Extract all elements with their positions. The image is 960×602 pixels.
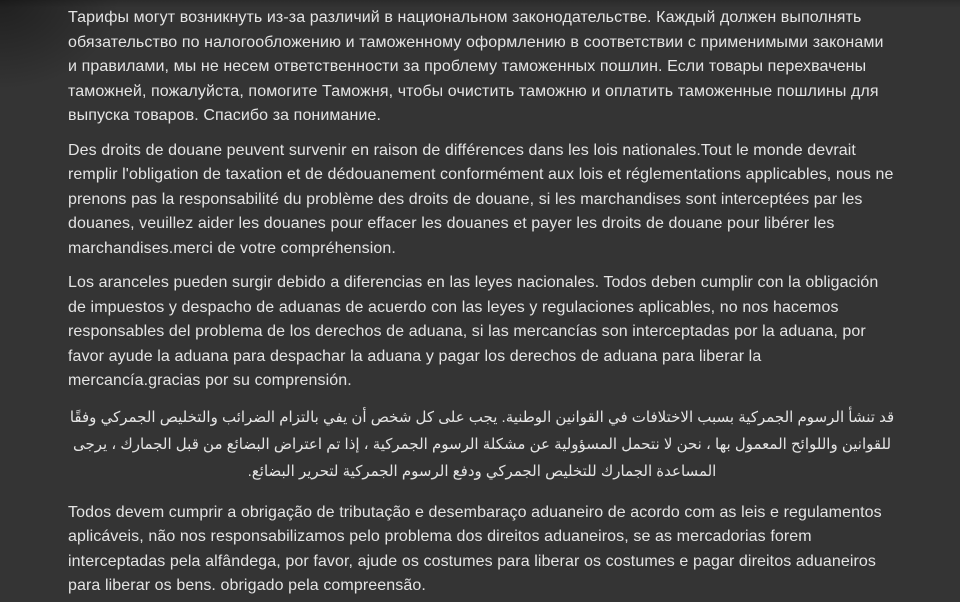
disclaimer-paragraph-arabic: قد تنشأ الرسوم الجمركية بسبب الاختلافات في القوانين الوطنية. يجب على كل شخص أن يفي بالتزام الضرائب والتخليص الجمركي وفقًا للقوانين واللوائح المعمول بها ، نحن لا نتحمل المسؤولية عن مشكلة الرسوم الجمركية ، إذا تم اعتراض البضائع من قبل الجمارك ، يرجى المساعدة الجمارك للتخليص الجمركي ودفع الرسوم الجمركية لتحرير البضائع. <box>69 408 895 480</box>
disclaimer-paragraph-spanish: Los aranceles pueden surgir debido a diferencias en las leyes nacionales. Todos deben cumplir con la obligación de impuestos y despacho de aduanas de acuerdo con las leyes y regulaciones aplicables, no nos hacemos responsables del problema de los derechos de aduana, si las mercancías son interceptadas por la aduana, por favor ayude la aduana para despachar la aduana y pagar los derechos de aduana para liberar la mercancía.gracias por su comprensión. <box>68 274 879 389</box>
disclaimer-paragraph-french: Des droits de douane peuvent survenir en raison de différences dans les lois nationales.Tout le monde devrait remplir l'obligation de taxation et de dédouanement conformément aux lois et réglementations applicables, nous ne prenons pas la responsabilité du problème des droits de douane, si les marchandises sont interceptées par les douanes, veuillez aider les douanes pour effacer les douanes et payer les droits de douane pour libérer les marchandises.merci de votre compréhension. <box>68 141 894 257</box>
disclaimer-paragraph-portuguese: Todos devem cumprir a obrigação de tributação e desembaraço aduaneiro de acordo com as leis e regulamentos aplicáveis, não nos responsabilizamos pelo problema dos direitos aduaneiros, se as mercadorias forem interceptadas pela alfândega, por favor, ajude os costumes para liberar os costumes e pagar direitos aduaneiros para liberar os bens. obrigado pela compreensão. <box>68 503 882 594</box>
disclaimer-paragraph-russian: Тарифы могут возникнуть из-за различий в национальном законодательстве. Каждый должен выполнять обязательство по налогообложению и таможенному оформлению в соответствии с применимыми законами и правилами, мы не несем ответственности за проблему таможенных пошлин. Если товары перехвачены таможней, пожалуйста, помогите Таможня, чтобы очистить таможню и оплатить таможенные пошлины для выпуска товаров. Спасибо за понимание. <box>68 9 884 124</box>
